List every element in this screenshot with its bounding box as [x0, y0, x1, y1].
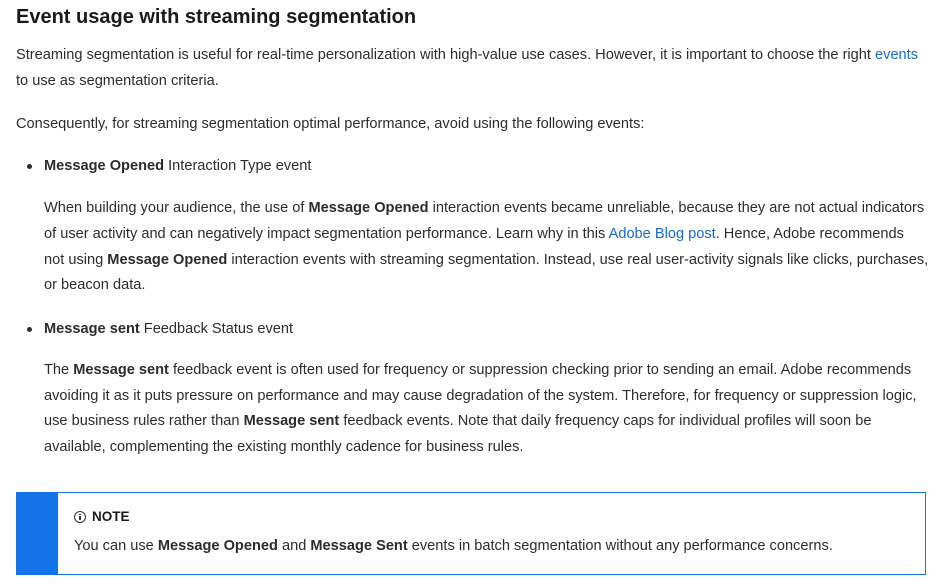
intro-line-2: to use as segmentation criteria. — [16, 73, 219, 89]
bullet-item-message-sent — [44, 317, 293, 342]
para-bold: Message Opened — [107, 252, 228, 268]
events-link[interactable]: events — [875, 47, 919, 63]
consequently-text: Consequently, for streaming segmentation optimal performance, avoid using the following events: — [16, 116, 645, 132]
info-icon — [74, 511, 86, 523]
bullet-bold: Message Opened — [44, 158, 165, 174]
para1-line-3 — [44, 248, 928, 274]
note-text: You can use — [74, 538, 158, 554]
note-header — [74, 509, 130, 524]
note-accent-bar — [16, 492, 58, 575]
para2-line-3 — [44, 409, 871, 435]
para-text: of user activity and can negatively impact segmentation performance. Learn why in this — [44, 226, 609, 242]
para1-line-2 — [44, 222, 904, 248]
para-text: When building your audience, the use of — [44, 200, 309, 216]
bullet-dot — [27, 164, 32, 169]
section-heading: Event usage with streaming segmentation — [16, 6, 417, 28]
para-text: feedback events. Note that daily frequency caps for individual profiles will soon be — [339, 413, 872, 429]
intro-text: Streaming segmentation is useful for real-time personalization with high-value use cases. However, it is important to choose the right — [16, 47, 876, 63]
note-text: and — [277, 538, 311, 554]
bullet-text: Feedback Status event — [139, 321, 294, 337]
para1-line-1 — [44, 196, 924, 222]
para-text: feedback event is often used for frequency or suppression checking prior to sending an email. Adobe recommends — [168, 362, 912, 378]
intro-line-1 — [16, 43, 936, 69]
para-text: interaction events became unreliable, because they are not actual indicators — [428, 200, 925, 216]
note-callout — [16, 492, 926, 575]
para-bold: Message sent — [73, 362, 169, 378]
para-text: . Hence, Adobe recommends — [715, 226, 904, 242]
para2-line-2: avoiding it as it puts pressure on performance and may cause degradation of the system. Therefore, for frequency or suppression logic, — [44, 388, 917, 404]
para-text: The — [44, 362, 74, 378]
bullet-bold: Message sent — [44, 321, 140, 337]
bullet-text: Interaction Type event — [164, 158, 312, 174]
note-bold: Message Sent — [310, 538, 408, 554]
para2-line-4: available, complementing the existing monthly cadence for business rules. — [44, 439, 524, 455]
para1-line-4: or beacon data. — [44, 277, 146, 293]
bullet-item-message-opened — [44, 154, 311, 179]
note-title: NOTE — [92, 509, 130, 524]
note-bold: Message Opened — [157, 538, 278, 554]
para-text: not using — [44, 252, 108, 268]
para-bold: Message sent — [243, 413, 340, 429]
para-text: interaction events with streaming segmentation. Instead, use real user-activity signals like clicks, purchases, — [227, 252, 929, 268]
adobe-blog-post-link[interactable]: Adobe Blog post — [608, 226, 716, 242]
para-bold: Message Opened — [308, 200, 429, 216]
para2-line-1 — [44, 358, 911, 384]
bullet-dot — [27, 327, 32, 332]
note-body — [74, 538, 833, 554]
note-text: events in batch segmentation without any performance concerns. — [407, 538, 833, 554]
para-text: use business rules rather than — [44, 413, 244, 429]
